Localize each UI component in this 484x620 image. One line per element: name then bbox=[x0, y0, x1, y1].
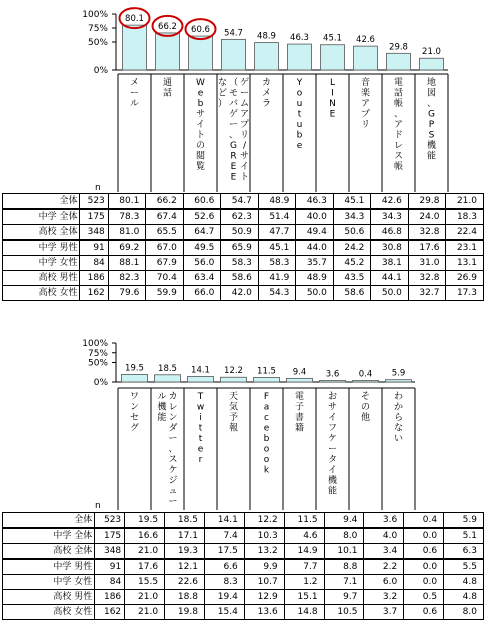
table-cell: 6.3 bbox=[444, 544, 484, 560]
bar bbox=[189, 36, 213, 70]
category-label: 通話 bbox=[162, 78, 173, 99]
table-row bbox=[3, 240, 484, 256]
row-label: 中学 男性 bbox=[3, 559, 95, 575]
bar-value-label: 3.6 bbox=[325, 369, 340, 380]
bar bbox=[222, 39, 246, 70]
table-cell: 3.4 bbox=[364, 544, 404, 560]
category-label: T w i t t e r bbox=[196, 392, 205, 465]
bar-value-label: 0.4 bbox=[358, 369, 373, 380]
table-cell: 19.3 bbox=[165, 544, 205, 560]
table-cell: 13.6 bbox=[244, 605, 284, 620]
table-cell: 14.9 bbox=[284, 544, 324, 560]
table-cell: 62.3 bbox=[221, 209, 259, 225]
bar-value-label: 19.5 bbox=[125, 363, 144, 374]
row-n: 175 bbox=[80, 209, 108, 225]
y-tick-label: 100% bbox=[82, 10, 108, 20]
table-cell: 32.8 bbox=[408, 271, 446, 286]
table-cell: 82.3 bbox=[108, 271, 146, 286]
y-tick-label: 0% bbox=[93, 66, 108, 76]
table-cell: 65.5 bbox=[146, 225, 184, 241]
table-cell: 18.3 bbox=[446, 209, 484, 225]
table-cell: 34.3 bbox=[333, 209, 371, 225]
table-cell: 21.0 bbox=[125, 544, 165, 560]
table-cell: 2.2 bbox=[364, 559, 404, 575]
bar-value-label: 46.3 bbox=[290, 33, 309, 44]
n-column-label: n bbox=[95, 183, 101, 193]
row-n: 84 bbox=[95, 575, 125, 590]
category-label: ワンセグ bbox=[129, 392, 140, 434]
row-n: 348 bbox=[95, 544, 125, 560]
table-cell: 0.6 bbox=[404, 544, 444, 560]
y-tick-label: 75% bbox=[87, 24, 108, 34]
table-cell: 49.4 bbox=[296, 225, 334, 241]
table-cell: 46.3 bbox=[296, 194, 334, 210]
bar-value-label: 11.5 bbox=[257, 366, 276, 377]
table-cell: 45.2 bbox=[333, 256, 371, 271]
bar-value-label: 66.2 bbox=[158, 21, 177, 32]
row-n: 175 bbox=[95, 528, 125, 544]
table-cell: 5.5 bbox=[444, 559, 484, 575]
bar bbox=[287, 378, 313, 382]
table-cell: 52.6 bbox=[183, 209, 221, 225]
bottom-chart-block bbox=[0, 320, 484, 620]
table-cell: 46.8 bbox=[371, 225, 409, 241]
table-cell: 63.4 bbox=[183, 271, 221, 286]
bar-value-label: 80.1 bbox=[125, 14, 144, 25]
table-cell: 9.4 bbox=[324, 513, 364, 529]
table-cell: 17.6 bbox=[408, 240, 446, 256]
bar bbox=[221, 377, 247, 382]
row-n: 186 bbox=[95, 590, 125, 605]
table-cell: 10.3 bbox=[244, 528, 284, 544]
table-cell: 40.0 bbox=[296, 209, 334, 225]
table-cell: 58.3 bbox=[258, 256, 296, 271]
table-cell: 49.5 bbox=[183, 240, 221, 256]
table-cell: 67.9 bbox=[146, 256, 184, 271]
table-cell: 29.8 bbox=[408, 194, 446, 210]
table-row bbox=[3, 605, 484, 620]
table-cell: 23.1 bbox=[446, 240, 484, 256]
table-cell: 6.6 bbox=[204, 559, 244, 575]
table-cell: 5.9 bbox=[444, 513, 484, 529]
table-cell: 59.9 bbox=[146, 286, 184, 301]
table-cell: 47.7 bbox=[258, 225, 296, 241]
bar bbox=[288, 44, 312, 70]
table-row bbox=[3, 559, 484, 575]
row-n: 523 bbox=[80, 194, 108, 210]
category-label: W e b サイトの閲覧 bbox=[195, 78, 206, 172]
table-cell: 42.0 bbox=[221, 286, 259, 301]
category-label: メール bbox=[129, 78, 140, 109]
table-cell: 8.0 bbox=[444, 605, 484, 620]
bar bbox=[188, 377, 214, 382]
table-cell: 60.6 bbox=[183, 194, 221, 210]
table-cell: 69.2 bbox=[108, 240, 146, 256]
row-n: 162 bbox=[95, 605, 125, 620]
table-cell: 17.6 bbox=[125, 559, 165, 575]
row-label: 全体 bbox=[3, 513, 95, 529]
n-column-label: n bbox=[95, 501, 101, 511]
row-n: 84 bbox=[80, 256, 108, 271]
table-cell: 15.4 bbox=[204, 605, 244, 620]
table-cell: 18.8 bbox=[165, 590, 205, 605]
table-cell: 14.8 bbox=[284, 605, 324, 620]
table-cell: 51.4 bbox=[258, 209, 296, 225]
table-cell: 58.6 bbox=[333, 286, 371, 301]
row-label: 高校 全体 bbox=[3, 544, 95, 560]
table-cell: 50.0 bbox=[296, 286, 334, 301]
table-cell: 21.0 bbox=[125, 590, 165, 605]
top-data-table bbox=[2, 193, 484, 301]
table-cell: 45.1 bbox=[258, 240, 296, 256]
row-n: 523 bbox=[95, 513, 125, 529]
table-cell: 22.6 bbox=[165, 575, 205, 590]
table-cell: 24.2 bbox=[333, 240, 371, 256]
table-cell: 24.0 bbox=[408, 209, 446, 225]
table-cell: 65.9 bbox=[221, 240, 259, 256]
table-cell: 41.9 bbox=[258, 271, 296, 286]
table-cell: 48.9 bbox=[258, 194, 296, 210]
category-label: 天気予報 bbox=[228, 392, 239, 434]
row-label: 中学 女性 bbox=[3, 256, 80, 271]
row-label: 高校 全体 bbox=[3, 225, 80, 241]
bar bbox=[156, 33, 180, 70]
row-label: 高校 男性 bbox=[3, 271, 80, 286]
row-n: 162 bbox=[80, 286, 108, 301]
category-label: 電話帳、アドレス帳 bbox=[393, 78, 404, 172]
table-cell: 3.2 bbox=[364, 590, 404, 605]
table-row bbox=[3, 225, 484, 241]
table-cell: 8.3 bbox=[204, 575, 244, 590]
bar bbox=[254, 378, 280, 382]
bar-value-label: 5.9 bbox=[391, 368, 406, 379]
table-cell: 3.6 bbox=[364, 513, 404, 529]
bar bbox=[386, 380, 412, 382]
category-label: Y o u t u b e bbox=[296, 78, 303, 151]
table-cell: 15.5 bbox=[125, 575, 165, 590]
row-label: 高校 男性 bbox=[3, 590, 95, 605]
table-cell: 9.7 bbox=[324, 590, 364, 605]
table-cell: 0.0 bbox=[404, 575, 444, 590]
y-tick-label: 50% bbox=[87, 38, 108, 48]
table-cell: 50.0 bbox=[371, 286, 409, 301]
top-chart-block bbox=[0, 0, 484, 300]
table-cell: 45.1 bbox=[333, 194, 371, 210]
table-cell: 10.7 bbox=[244, 575, 284, 590]
table-cell: 3.7 bbox=[364, 605, 404, 620]
table-cell: 14.1 bbox=[204, 513, 244, 529]
table-cell: 7.4 bbox=[204, 528, 244, 544]
bar bbox=[122, 374, 148, 382]
table-cell: 13.1 bbox=[446, 256, 484, 271]
table-cell: 4.8 bbox=[444, 575, 484, 590]
table-cell: 19.8 bbox=[165, 605, 205, 620]
bar bbox=[123, 25, 147, 70]
y-tick-label: 100% bbox=[82, 339, 108, 349]
table-cell: 4.0 bbox=[364, 528, 404, 544]
table-cell: 17.1 bbox=[165, 528, 205, 544]
table-cell: 44.0 bbox=[296, 240, 334, 256]
table-cell: 50.9 bbox=[221, 225, 259, 241]
table-cell: 48.9 bbox=[296, 271, 334, 286]
bar-value-label: 29.8 bbox=[389, 42, 408, 53]
table-cell: 30.8 bbox=[371, 240, 409, 256]
table-cell: 15.1 bbox=[284, 590, 324, 605]
y-tick-label: 75% bbox=[87, 348, 108, 359]
category-label: 音楽アプリ bbox=[360, 78, 371, 130]
table-cell: 54.3 bbox=[258, 286, 296, 301]
table-cell: 9.9 bbox=[244, 559, 284, 575]
table-row bbox=[3, 513, 484, 529]
table-cell: 7.7 bbox=[284, 559, 324, 575]
table-row bbox=[3, 209, 484, 225]
category-label: L I N E bbox=[329, 78, 336, 120]
table-row bbox=[3, 544, 484, 560]
table-row bbox=[3, 286, 484, 301]
table-cell: 56.0 bbox=[183, 256, 221, 271]
table-cell: 32.7 bbox=[408, 286, 446, 301]
bar bbox=[321, 45, 345, 70]
category-label: 地図、 G P S 機能 bbox=[426, 78, 437, 162]
table-cell: 32.8 bbox=[408, 225, 446, 241]
category-label: その他 bbox=[360, 392, 371, 423]
table-cell: 17.3 bbox=[446, 286, 484, 301]
y-tick-label: 0% bbox=[93, 378, 108, 388]
table-cell: 16.6 bbox=[125, 528, 165, 544]
table-cell: 0.5 bbox=[404, 590, 444, 605]
table-cell: 64.7 bbox=[183, 225, 221, 241]
table-cell: 17.5 bbox=[204, 544, 244, 560]
table-row bbox=[3, 575, 484, 590]
table-cell: 31.0 bbox=[408, 256, 446, 271]
bar-value-label: 45.1 bbox=[323, 33, 342, 44]
y-tick-label: 50% bbox=[87, 358, 108, 369]
table-cell: 21.0 bbox=[125, 605, 165, 620]
bar bbox=[420, 58, 444, 70]
table-cell: 66.2 bbox=[146, 194, 184, 210]
bar-value-label: 21.0 bbox=[422, 47, 441, 58]
table-cell: 78.3 bbox=[108, 209, 146, 225]
table-cell: 10.1 bbox=[324, 544, 364, 560]
table-cell: 70.4 bbox=[146, 271, 184, 286]
category-label: カメラ bbox=[261, 78, 272, 109]
table-cell: 50.6 bbox=[333, 225, 371, 241]
category-label: わからない bbox=[393, 392, 404, 444]
table-cell: 12.1 bbox=[165, 559, 205, 575]
table-cell: 35.7 bbox=[296, 256, 334, 271]
table-row bbox=[3, 271, 484, 286]
table-cell: 22.4 bbox=[446, 225, 484, 241]
row-label: 中学 全体 bbox=[3, 209, 80, 225]
table-cell: 12.2 bbox=[244, 513, 284, 529]
bar bbox=[255, 43, 279, 70]
table-cell: 6.0 bbox=[364, 575, 404, 590]
bar-value-label: 60.6 bbox=[191, 25, 210, 36]
table-cell: 0.4 bbox=[404, 513, 444, 529]
bar-value-label: 48.9 bbox=[257, 31, 276, 42]
table-cell: 58.3 bbox=[221, 256, 259, 271]
bar bbox=[320, 381, 346, 383]
table-cell: 12.9 bbox=[244, 590, 284, 605]
bar bbox=[155, 375, 181, 382]
table-cell: 0.0 bbox=[404, 559, 444, 575]
row-n: 186 bbox=[80, 271, 108, 286]
row-label: 高校 女性 bbox=[3, 286, 80, 301]
table-cell: 11.5 bbox=[284, 513, 324, 529]
table-cell: 19.5 bbox=[125, 513, 165, 529]
table-cell: 58.6 bbox=[221, 271, 259, 286]
table-cell: 8.8 bbox=[324, 559, 364, 575]
table-cell: 43.5 bbox=[333, 271, 371, 286]
table-row bbox=[3, 194, 484, 210]
table-cell: 4.8 bbox=[444, 590, 484, 605]
table-row bbox=[3, 256, 484, 271]
category-label: ゲームアプリ/サイト（モバゲー、 G R E Eなど） bbox=[217, 78, 250, 183]
table-cell: 18.5 bbox=[165, 513, 205, 529]
table-cell: 1.2 bbox=[284, 575, 324, 590]
bar bbox=[387, 53, 411, 70]
table-cell: 0.0 bbox=[404, 528, 444, 544]
bottom-data-table bbox=[2, 512, 484, 620]
table-cell: 4.6 bbox=[284, 528, 324, 544]
row-n: 91 bbox=[95, 559, 125, 575]
bar-value-label: 14.1 bbox=[191, 365, 210, 376]
table-cell: 67.0 bbox=[146, 240, 184, 256]
table-cell: 8.0 bbox=[324, 528, 364, 544]
table-row bbox=[3, 528, 484, 544]
bar-value-label: 12.2 bbox=[224, 366, 243, 377]
table-cell: 38.1 bbox=[371, 256, 409, 271]
bar-value-label: 18.5 bbox=[158, 363, 177, 374]
category-label: カレンダー、スケジュール機能 bbox=[157, 392, 178, 507]
table-cell: 5.1 bbox=[444, 528, 484, 544]
table-cell: 34.3 bbox=[371, 209, 409, 225]
table-cell: 19.4 bbox=[204, 590, 244, 605]
table-cell: 88.1 bbox=[108, 256, 146, 271]
table-cell: 80.1 bbox=[108, 194, 146, 210]
table-cell: 7.1 bbox=[324, 575, 364, 590]
row-n: 348 bbox=[80, 225, 108, 241]
bar-value-label: 54.7 bbox=[224, 28, 243, 39]
table-cell: 13.2 bbox=[244, 544, 284, 560]
row-label: 中学 全体 bbox=[3, 528, 95, 544]
table-cell: 67.4 bbox=[146, 209, 184, 225]
category-label: 電子書籍 bbox=[294, 392, 305, 434]
row-label: 高校 女性 bbox=[3, 605, 95, 620]
bar-value-label: 9.4 bbox=[292, 367, 307, 378]
table-row bbox=[3, 590, 484, 605]
table-cell: 79.6 bbox=[108, 286, 146, 301]
category-label: おサイフケータイ機能 bbox=[327, 392, 338, 497]
table-cell: 0.6 bbox=[404, 605, 444, 620]
table-cell: 21.0 bbox=[446, 194, 484, 210]
table-cell: 10.5 bbox=[324, 605, 364, 620]
row-label: 中学 男性 bbox=[3, 240, 80, 256]
table-cell: 54.7 bbox=[221, 194, 259, 210]
table-cell: 42.6 bbox=[371, 194, 409, 210]
table-cell: 81.0 bbox=[108, 225, 146, 241]
table-cell: 66.0 bbox=[183, 286, 221, 301]
bar-value-label: 42.6 bbox=[356, 35, 375, 46]
row-n: 91 bbox=[80, 240, 108, 256]
table-cell: 26.9 bbox=[446, 271, 484, 286]
row-label: 全体 bbox=[3, 194, 80, 210]
bar bbox=[353, 381, 379, 383]
table-cell: 44.1 bbox=[371, 271, 409, 286]
row-label: 中学 女性 bbox=[3, 575, 95, 590]
category-label: F a c e b o o k bbox=[263, 392, 270, 476]
bar bbox=[354, 46, 378, 70]
